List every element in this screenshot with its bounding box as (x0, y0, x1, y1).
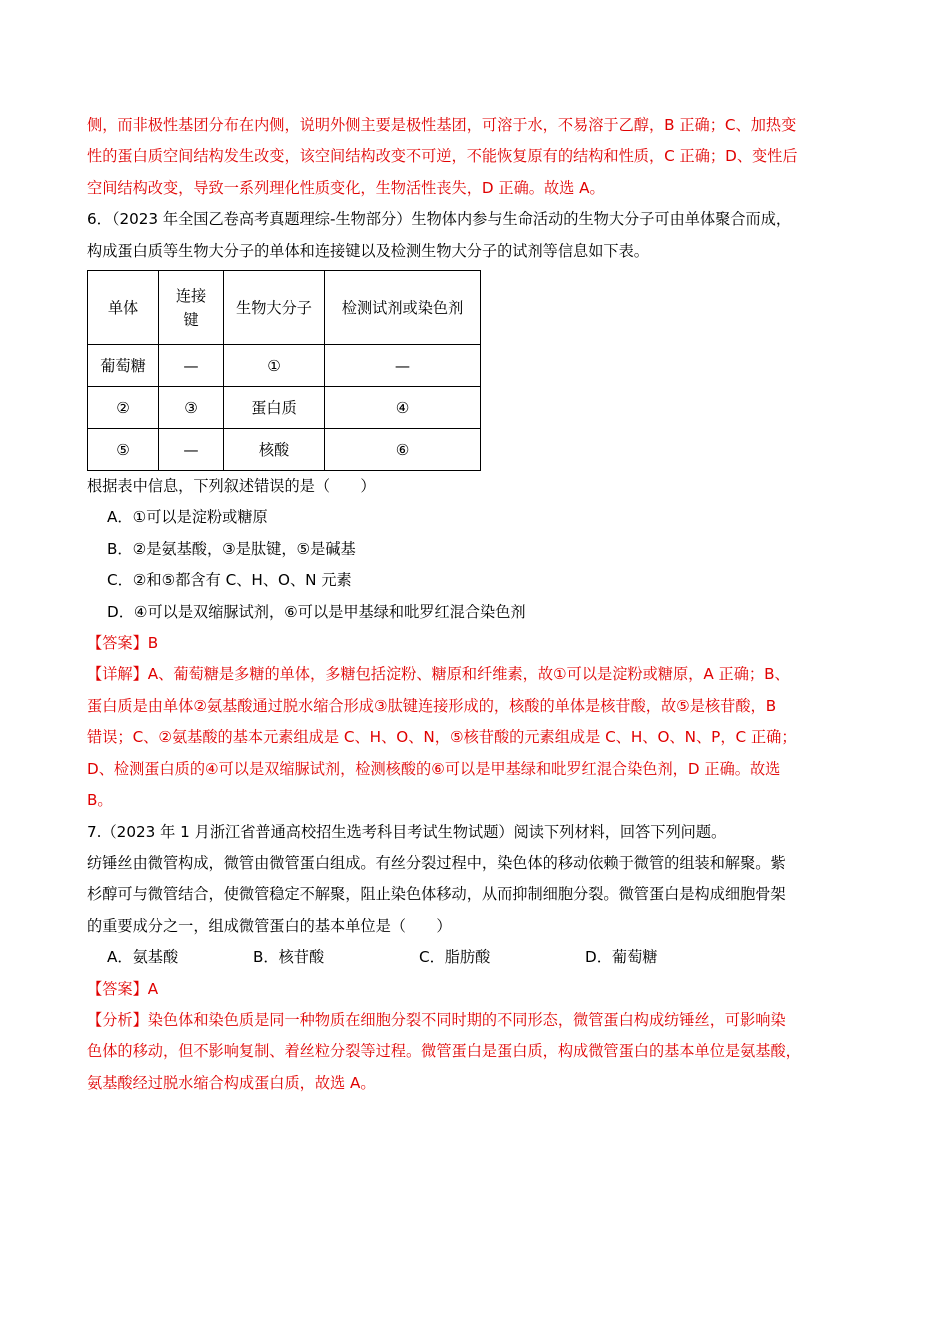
q6-stem-line: 构成蛋白质等生物大分子的单体和连接键以及检测生物大分子的试剂等信息如下表。 (87, 241, 649, 260)
table-header-cell: 检测试剂或染色剂 (325, 271, 481, 345)
table-cell: — (159, 345, 224, 387)
table-cell: 核酸 (224, 429, 325, 471)
q6-question: 根据表中信息，下列叙述错误的是（ ） (87, 477, 376, 496)
q6-explain-line: 【详解】A、葡萄糖是多糖的单体，多糖包括淀粉、糖原和纤维素，故①可以是淀粉或糖原，A 正确；B、 (87, 665, 790, 684)
q6-option-b: B．②是氨基酸，③是肽键，⑤是碱基 (107, 539, 356, 558)
table-cell: ④ (325, 387, 481, 429)
q6-table (87, 270, 481, 471)
q6-explain-line: D、检测蛋白质的④可以是双缩脲试剂，检测核酸的⑥可以是甲基绿和吡罗红混合染色剂，D 正确。故选 (87, 759, 781, 778)
table-header-cell: 单体 (88, 271, 159, 345)
q6-explain-line: B。 (87, 791, 113, 810)
table-header-text: 连接键 (175, 286, 207, 329)
table-cell: ③ (159, 387, 224, 429)
table-row (88, 429, 481, 471)
q7-option-b: B．核苷酸 (253, 948, 325, 967)
q7-explain-line: 氨基酸经过脱水缩合构成蛋白质，故选 A。 (87, 1073, 376, 1092)
q7-option-c: C．脂肪酸 (419, 948, 491, 967)
table-cell: ⑤ (88, 429, 159, 471)
q6-option-d: D．④可以是双缩脲试剂，⑥可以是甲基绿和吡罗红混合染色剂 (107, 602, 526, 621)
q6-explain-line: 蛋白质是由单体②氨基酸通过脱水缩合形成③肽键连接形成的，核酸的单体是核苷酸，故⑤是核苷酸，B (87, 696, 777, 715)
q6-stem-line: 6．（2023 年全国乙卷高考真题理综-生物部分）生物体内参与生命活动的生物大分子可由单体聚合而成， (87, 210, 792, 229)
q7-options (87, 942, 867, 973)
q7-stem-line: 杉醇可与微管结合，使微管稳定不解聚，阻止染色体移动，从而抑制细胞分裂。微管蛋白是构成细胞骨架 (87, 885, 786, 904)
q6-option-a: A．①可以是淀粉或糖原 (107, 508, 268, 527)
table-header-cell (159, 271, 224, 345)
table-cell: 蛋白质 (224, 387, 325, 429)
q6-option-c: C．②和⑤都含有 C、H、O、N 元素 (107, 571, 352, 590)
table-row (88, 345, 481, 387)
table-row (88, 387, 481, 429)
table-cell: ② (88, 387, 159, 429)
table-header-row (88, 271, 481, 345)
table-header-cell: 生物大分子 (224, 271, 325, 345)
q7-answer: 【答案】A (87, 979, 159, 998)
table-cell: 葡萄糖 (88, 345, 159, 387)
q5-explain-line: 性的蛋白质空间结构发生改变，该空间结构改变不可逆，不能恢复原有的结构和性质，C 正确；D、变性后 (87, 147, 798, 166)
q7-stem-line: 7.（2023 年 1 月浙江省普通高校招生选考科目考试生物试题）阅读下列材料，回答下列问题。 (87, 822, 727, 841)
q7-option-a: A．氨基酸 (107, 948, 179, 967)
table-cell: — (159, 429, 224, 471)
q7-explain-line: 【分析】染色体和染色质是同一种物质在细胞分裂不同时期的不同形态，微管蛋白构成纺锤丝，可影响染 (87, 1010, 786, 1029)
q6-explain-line: 错误；C、②氨基酸的基本元素组成是 C、H、O、N，⑤核苷酸的元素组成是 C、H、O、N、P，C 正确； (87, 728, 797, 747)
q7-explain-line: 色体的移动，但不影响复制、着丝粒分裂等过程。微管蛋白是蛋白质，构成微管蛋白的基本单位是氨基酸， (87, 1042, 801, 1061)
table-cell: ① (224, 345, 325, 387)
q5-explain-line: 侧，而非极性基团分布在内侧，说明外侧主要是极性基团，可溶于水，不易溶于乙醇，B 正确；C、加热变 (87, 116, 797, 134)
document-page (87, 110, 867, 1099)
q7-option-d: D．葡萄糖 (585, 948, 658, 967)
table-cell: ⑥ (325, 429, 481, 471)
q7-stem-line: 的重要成分之一，组成微管蛋白的基本单位是（ ） (87, 916, 452, 935)
q7-stem-line: 纺锤丝由微管构成，微管由微管蛋白组成。有丝分裂过程中，染色体的移动依赖于微管的组装和解聚。紫 (87, 853, 786, 872)
q5-explain-line: 空间结构改变，导致一系列理化性质变化，生物活性丧失，D 正确。故选 A。 (87, 178, 605, 197)
table-cell: — (325, 345, 481, 387)
q6-answer: 【答案】B (87, 634, 159, 653)
